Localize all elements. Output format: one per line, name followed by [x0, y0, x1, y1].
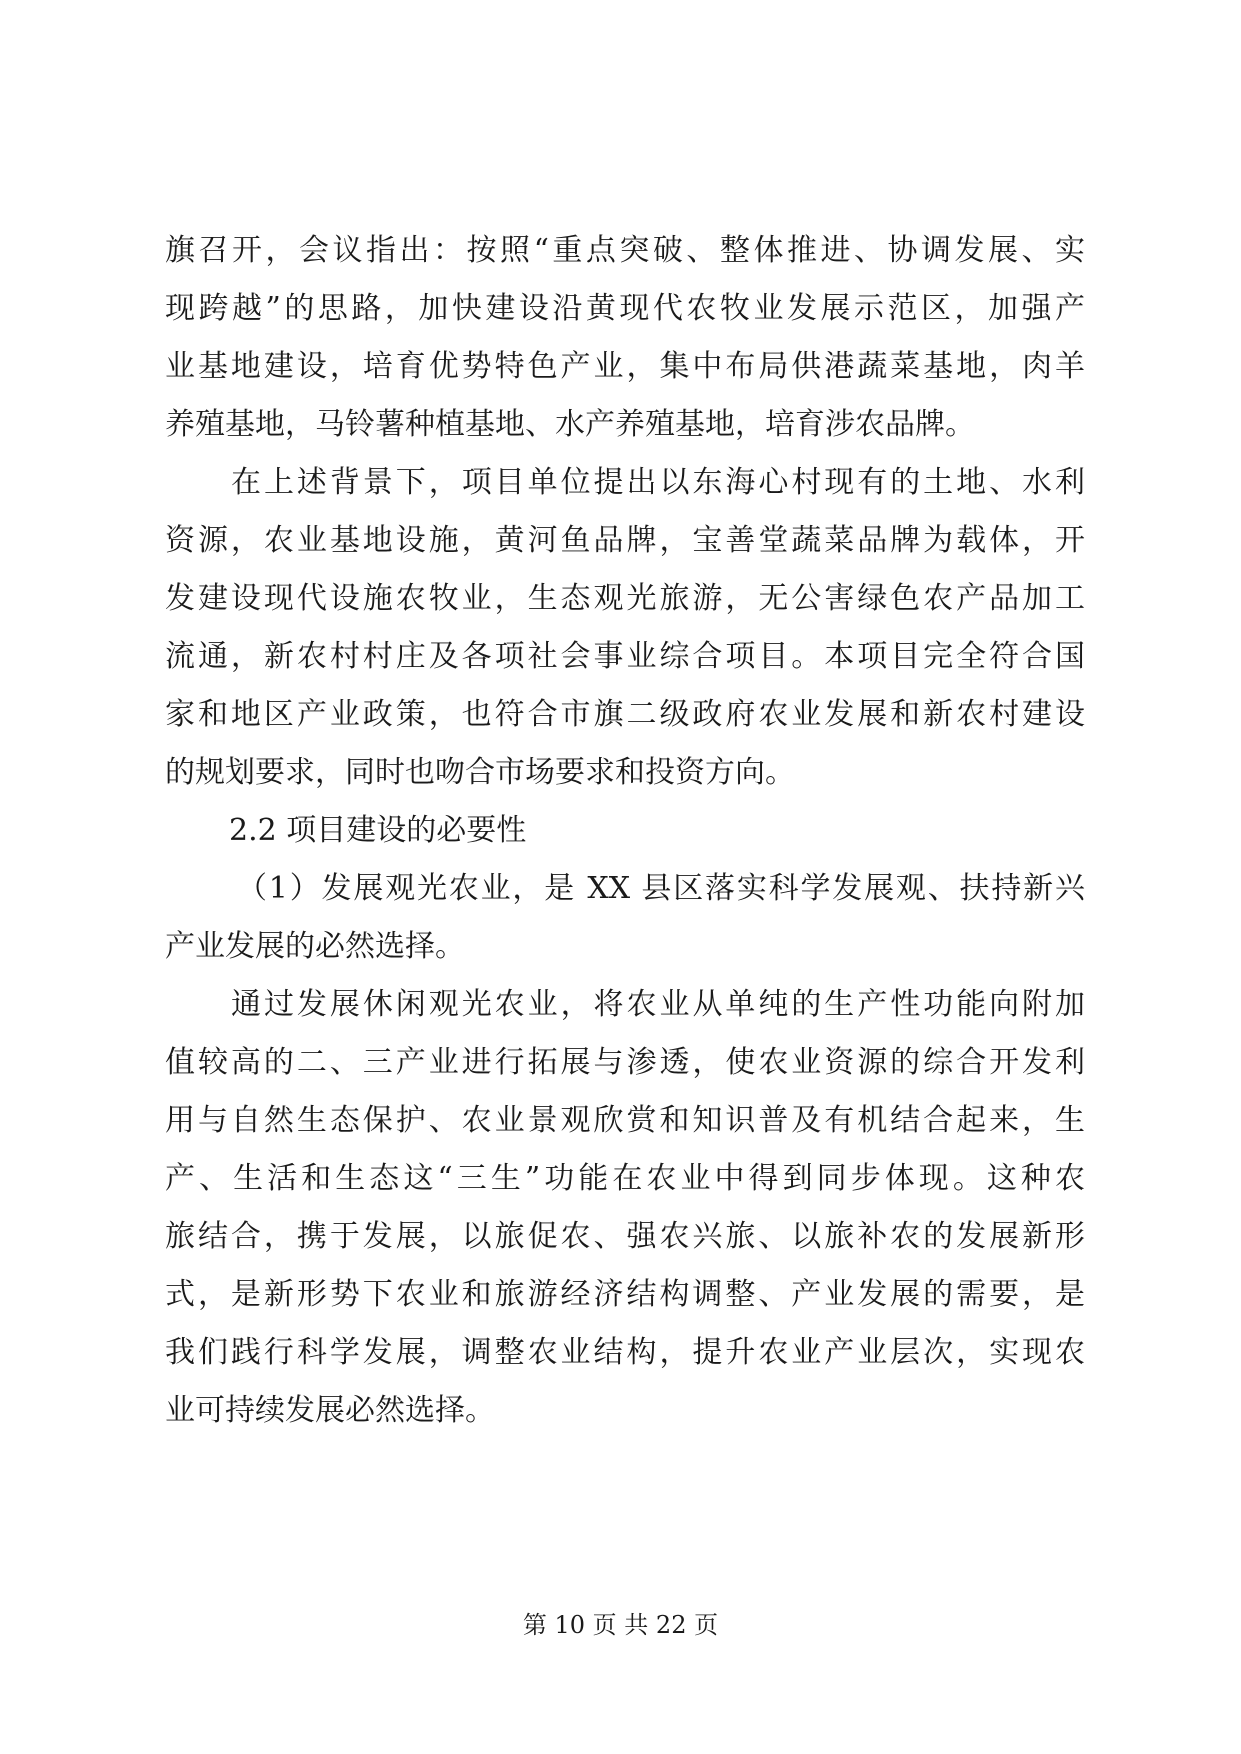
text-line: 产、生活和生态这“三生”功能在农业中得到同步体现。这种农 — [165, 1161, 1085, 1196]
text-line: 用与自然生态保护、农业景观欣赏和知识普及有机结合起来，生 — [165, 1103, 1085, 1138]
text-line: 业可持续发展必然选择。 — [165, 1393, 495, 1428]
text-line: 现跨越”的思路，加快建设沿黄现代农牧业发展示范区，加强产 — [165, 291, 1085, 326]
text-line: 资源，农业基地设施，黄河鱼品牌，宝善堂蔬菜品牌为载体，开 — [165, 523, 1085, 558]
text-line: 通过发展休闲观光农业，将农业从单纯的生产性功能向附加 — [231, 987, 1085, 1022]
text-line: 养殖基地，马铃薯种植基地、水产养殖基地，培育涉农品牌。 — [165, 407, 975, 442]
text-line: 流通，新农村村庄及各项社会事业综合项目。本项目完全符合国 — [165, 639, 1085, 674]
paragraph-1 — [165, 222, 1085, 454]
paragraph-3 — [165, 860, 1085, 976]
text-line: 产业发展的必然选择。 — [165, 929, 465, 964]
paragraph-2 — [165, 454, 1085, 802]
text-line: 值较高的二、三产业进行拓展与渗透，使农业资源的综合开发利 — [165, 1045, 1085, 1080]
text-line: 的规划要求，同时也吻合市场要求和投资方向。 — [165, 755, 795, 790]
text-line: 式，是新形势下农业和旅游经济结构调整、产业发展的需要，是 — [165, 1277, 1085, 1312]
text-line: 发建设现代设施农牧业，生态观光旅游，无公害绿色农产品加工 — [165, 581, 1085, 616]
text-line: 旅结合，携于发展，以旅促农、强农兴旅、以旅补农的发展新形 — [165, 1219, 1085, 1254]
paragraph-4 — [165, 976, 1085, 1440]
page-number-footer: 第 10 页 共 22 页 — [522, 1611, 719, 1639]
text-line: 在上述背景下，项目单位提出以东海心村现有的土地、水利 — [231, 465, 1085, 500]
text-line: 我们践行科学发展，调整农业结构，提升农业产业层次，实现农 — [165, 1335, 1085, 1370]
section-heading: 2.2 项目建设的必要性 — [229, 813, 527, 848]
text-line: 旗召开，会议指出：按照“重点突破、整体推进、协调发展、实 — [165, 233, 1085, 268]
document-body — [165, 222, 1085, 1440]
text-line: （1）发展观光农业，是 XX 县区落实科学发展观、扶持新兴 — [237, 871, 1085, 906]
text-line: 业基地建设，培育优势特色产业，集中布局供港蔬菜基地，肉羊 — [165, 349, 1085, 384]
text-line: 家和地区产业政策，也符合市旗二级政府农业发展和新农村建设 — [165, 697, 1085, 732]
